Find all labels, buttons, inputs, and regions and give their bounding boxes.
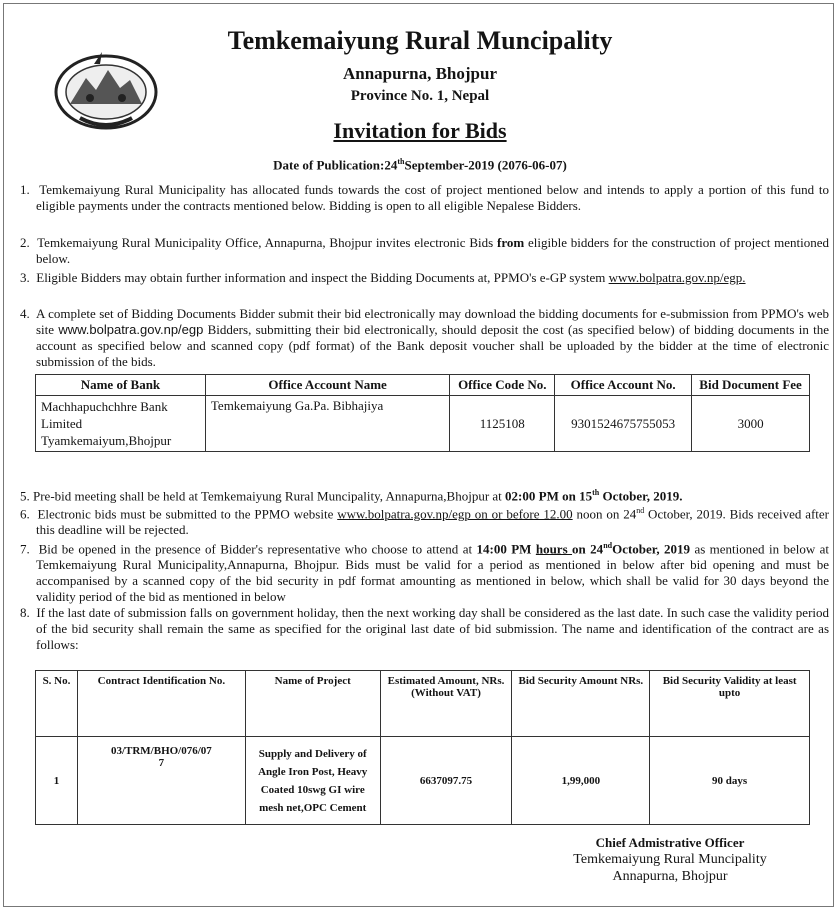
table-row (36, 396, 810, 452)
clause-1: 1. Temkemaiyung Rural Municipality has allocated funds towards the cost of project mentioned below and intends to apply a portion of this fund to eligible payments under the contracts mentioned below. Bidding is open to all eligible Nepalese Bidders. (20, 182, 830, 213)
clause-5: 5. Pre-bid meeting shall be held at Temkemaiyung Rural Muncipality, Annapurna,Bhojpur at 02:00 PM on 15th October, 2019. (20, 488, 683, 504)
col-project-name: Name of Project (245, 671, 380, 737)
org-address: Annapurna, Bhojpur (342, 64, 497, 83)
signatory-title: Chief Admistrative Officer (595, 835, 745, 850)
org-province: Province No. 1, Nepal (350, 88, 490, 104)
col-bid-security-validity: Bid Security Validity at least upto (650, 671, 810, 737)
col-contract-id: Contract Identification No. (77, 671, 245, 737)
contract-table (35, 670, 810, 825)
security-cell: 1,99,000 (512, 737, 650, 825)
clause-4: 4. A complete set of Bidding Documents Bidder submit their bid electronically may download the bidding documents for e-submission from PPMO's web site www.bolpatra.gov.np/egp Bidders, submitting their bid electronically, should deposit the cost (as specified below) of bidding documents in the account as specified below and scanned copy (pdf format) of the Bank deposit voucher shall be uploaded by the bidder at the time of electronic submission of the bids. (20, 306, 829, 369)
clause-7: 7. Bid be opened in the presence of Bidder's representative who choose to attend at 14:00 PM hours on 24ndOctober, 2019 as mentioned in below at Temkemaiyung Rural Municipality,Annapurna, Bhojpur. Bids must be valid for a period as mentioned in below after bid opening and must be accompanised by a scanned copy of the bid security in pdf format amounting as mentioned in below, which shall be valid for 30 days beyond the validity period of the bid as mentioned in below (20, 541, 830, 605)
account-no-cell: 9301524675755053 (555, 396, 692, 452)
estimate-cell: 6637097.75 (380, 737, 512, 825)
egp-link[interactable]: www.bolpatra.gov.np/egp. (608, 270, 746, 285)
clause-6: 6. Electronic bids must be submitted to the PPMO website www.bolpatra.gov.np/egp on or before 12.00 noon on 24nd October, 2019. Bids received after this deadline will be rejected. (20, 506, 830, 538)
publication-date: Date of Publication:24thSeptember-2019 (2076-06-07) (273, 157, 567, 173)
clause-8: 8. If the last date of submission falls on government holiday, then the next working day shall be considered as the last date. In such case the validity period of the bid security shall remain the same as specified for the original last date of bid submission. The name and identification of the contract are as follows: (20, 605, 830, 652)
col-bid-security-amount: Bid Security Amount NRs. (512, 671, 650, 737)
bank-table-header (36, 375, 810, 396)
bank-table (35, 374, 810, 452)
submission-link[interactable]: www.bolpatra.gov.np/egp on or before 12.00 (337, 506, 573, 522)
contract-table-header (36, 671, 810, 737)
signatory-org: Temkemaiyung Rural Muncipality (573, 852, 767, 867)
clause-3: 3. Eligible Bidders may obtain further information and inspect the Bidding Documents at, PPMO's e-GP system www.bolpatra.gov.np/egp. (20, 270, 746, 285)
validity-cell: 90 days (650, 737, 810, 825)
bank-name-cell: Machhapuchchhre Bank Limited Tyamkemaiyum,Bhojpur (36, 396, 206, 452)
org-name: Temkemaiyung Rural Muncipality (227, 26, 613, 55)
col-bid-document-fee: Bid Document Fee (692, 375, 810, 396)
account-name-cell: Temkemaiyung Ga.Pa. Bibhajiya (205, 396, 449, 452)
contract-id-cell: 03/TRM/BHO/076/07 7 (77, 737, 245, 825)
sn-cell: 1 (36, 737, 78, 825)
col-office-code: Office Code No. (450, 375, 555, 396)
clause-2: 2. Temkemaiyung Rural Municipality Office, Annapurna, Bhojpur invites electronic Bids from eligible bidders for the construction of project mentioned below. (20, 235, 830, 266)
document-title: Invitation for Bids (333, 118, 507, 143)
col-office-account-no: Office Account No. (555, 375, 692, 396)
signature-block (520, 834, 820, 885)
fee-cell: 3000 (692, 396, 810, 452)
col-office-account-name: Office Account Name (205, 375, 449, 396)
col-estimated-amount: Estimated Amount, NRs. (Without VAT) (380, 671, 512, 737)
table-row (36, 737, 810, 825)
col-name-of-bank: Name of Bank (36, 375, 206, 396)
signatory-place: Annapurna, Bhojpur (612, 869, 728, 884)
col-sn: S. No. (36, 671, 78, 737)
egp-website[interactable]: www.bolpatra.gov.np/egp (58, 322, 204, 337)
office-code-cell: 1125108 (450, 396, 555, 452)
project-name-cell: Supply and Delivery of Angle Iron Post, Heavy Coated 10swg GI wire mesh net,OPC Cement (245, 737, 380, 825)
